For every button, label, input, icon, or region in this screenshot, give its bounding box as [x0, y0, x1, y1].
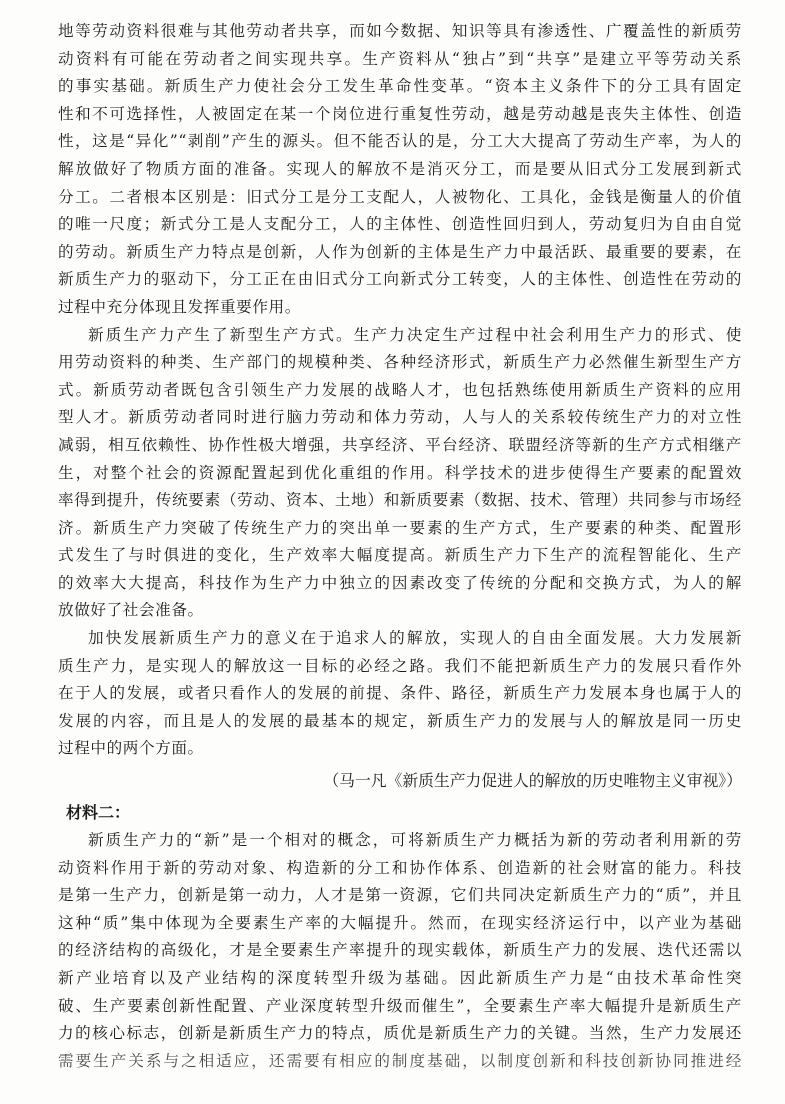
text-line: 式发生了与时俱进的变化，生产效率大幅度提高。新质生产力下生产的流程智能化、生产 [58, 546, 742, 565]
text-line: 用劳动资料的种类、生产部门的规模种类、各种经济形式，新质生产力必然催生新型生产方 [58, 353, 742, 372]
text-line: 质生产力，是实现人的解放这一目标的必经之路。我们不能把新质生产力的发展只看作外 [58, 656, 742, 675]
text-line: 性和不可选择性，人被固定在某一个岗位进行重复性劳动，越是劳动越是丧失主体性、创造 [58, 104, 742, 123]
text-line: 的唯一尺度；新式分工是人支配分工，人的主体性、创造性回归到人，劳动复归为自由自觉 [58, 215, 742, 234]
text-line: 新质生产力产生了新型生产方式。生产力决定生产过程中社会利用生产力的形式、使 [88, 325, 742, 344]
text-line: 需要生产关系与之相适应，还需要有相应的制度基础，以制度创新和科技创新协同推进经 [58, 1051, 742, 1070]
text-line: 发展的内容，而且是人的发展的最基本的规定，新质生产力的发展与人的解放是同一历史 [58, 711, 742, 730]
text-line: 是第一生产力，创新是第一动力，人才是第一资源，它们共同决定新质生产力的“质”，并且 [58, 886, 742, 905]
paragraph-4 [58, 827, 742, 1075]
text-line: 式。新质劳动者既包含引领生产力发展的战略人才，也包括熟练使用新质生产资料的应用 [58, 380, 742, 399]
text-line: 过程中的两个方面。 [58, 739, 204, 758]
text-line: 在于人的发展，或者只看作人的发展的前提、条件、路径，新质生产力发展本身也属于人的 [58, 684, 742, 703]
text-line: 新产业培育以及产业结构的深度转型升级为基础。因此新质生产力是“由技术革命性突 [58, 969, 742, 987]
text-line: 减弱，相互依赖性、协作性极大增强，共享经济、平台经济、联盟经济等新的生产方式相继产 [58, 435, 742, 454]
material-two-heading: 材料二： [66, 803, 131, 823]
text-line: 新质生产力的“新”是一个相对的概念，可将新质生产力概括为新的劳动者利用新的劳 [88, 831, 742, 850]
text-line: 的事实基础。新质生产力使社会分工发生革命性变革。“资本主义条件下的分工具有固定 [58, 77, 742, 96]
text-line: 生，对整个社会的资源配置起到优化重组的作用。科学技术的进步使得生产要素的配置效 [58, 463, 742, 482]
text-line: 过程中充分体现且发挥重要作用。 [58, 297, 301, 316]
paragraph-1 [58, 18, 742, 322]
text-line: 动资料有可能在劳动者之间实现共享。生产资料从“独占”到“共享”是建立平等劳动关系 [58, 49, 742, 68]
paragraph-3 [58, 625, 742, 763]
document-body [58, 18, 742, 1075]
text-line: 型人才。新质劳动者同时进行脑力劳动和体力劳动，人与人的关系较传统生产力的对立性 [58, 408, 742, 427]
text-line: 新质生产力的驱动下，分工正在由旧式分工向新式分工转变，人的主体性、创造性在劳动的 [58, 270, 742, 289]
text-line: 动资料作用于新的劳动对象、构造新的分工和协作体系、创造新的社会财富的能力。科技 [58, 858, 742, 877]
text-line: 放做好了社会准备。 [58, 601, 204, 620]
text-line: 性，这是“异化”“剥削”产生的源头。但不能否认的是，分工大大提高了劳动生产率，为人的 [58, 132, 742, 151]
text-line: 解放做好了物质方面的准备。实现人的解放不是消灭分工，而是要从旧式分工发展到新式 [58, 159, 742, 178]
text-line: 的效率大大提高，科技作为生产力中独立的因素改变了传统的分配和交换方式，为人的解 [58, 573, 742, 592]
text-line: 破、生产要素创新性配置、产业深度转型升级而催生”，全要素生产率大幅提升是新质生产 [58, 996, 742, 1015]
text-line: 济。新质生产力突破了传统生产力的突出单一要素的生产方式，生产要素的种类、配置形 [58, 518, 742, 537]
source-citation: （马一凡《新质生产力促进人的解放的历史唯物主义审视》） [323, 771, 742, 791]
text-line: 分工。二者根本区别是：旧式分工是分工支配人，人被物化、工具化，金钱是衡量人的价值 [58, 187, 742, 206]
text-line: 率得到提升，传统要素（劳动、资本、土地）和新质要素（数据、技术、管理）共同参与市场经 [58, 491, 742, 510]
text-line: 力的核心标志，创新是新质生产力的特点，质优是新质生产力的关键。当然，生产力发展还 [58, 1024, 742, 1043]
text-line: 这种“质”集中体现为全要素生产率的大幅提升。然而，在现实经济运行中，以产业为基础 [58, 913, 742, 932]
text-line: 加快发展新质生产力的意义在于追求人的解放，实现人的自由全面发展。大力发展新 [88, 629, 742, 648]
text-line: 的经济结构的高级化，才是全要素生产率提升的现实载体，新质生产力的发展、迭代还需以 [58, 941, 742, 960]
text-line: 的劳动。新质生产力特点是创新，人作为创新的主体是生产力中最活跃、最重要的要素，在 [58, 242, 742, 261]
text-line: 地等劳动资料很难与其他劳动者共享，而如今数据、知识等具有渗透性、广覆盖性的新质劳 [58, 22, 742, 40]
paragraph-2 [58, 322, 742, 626]
